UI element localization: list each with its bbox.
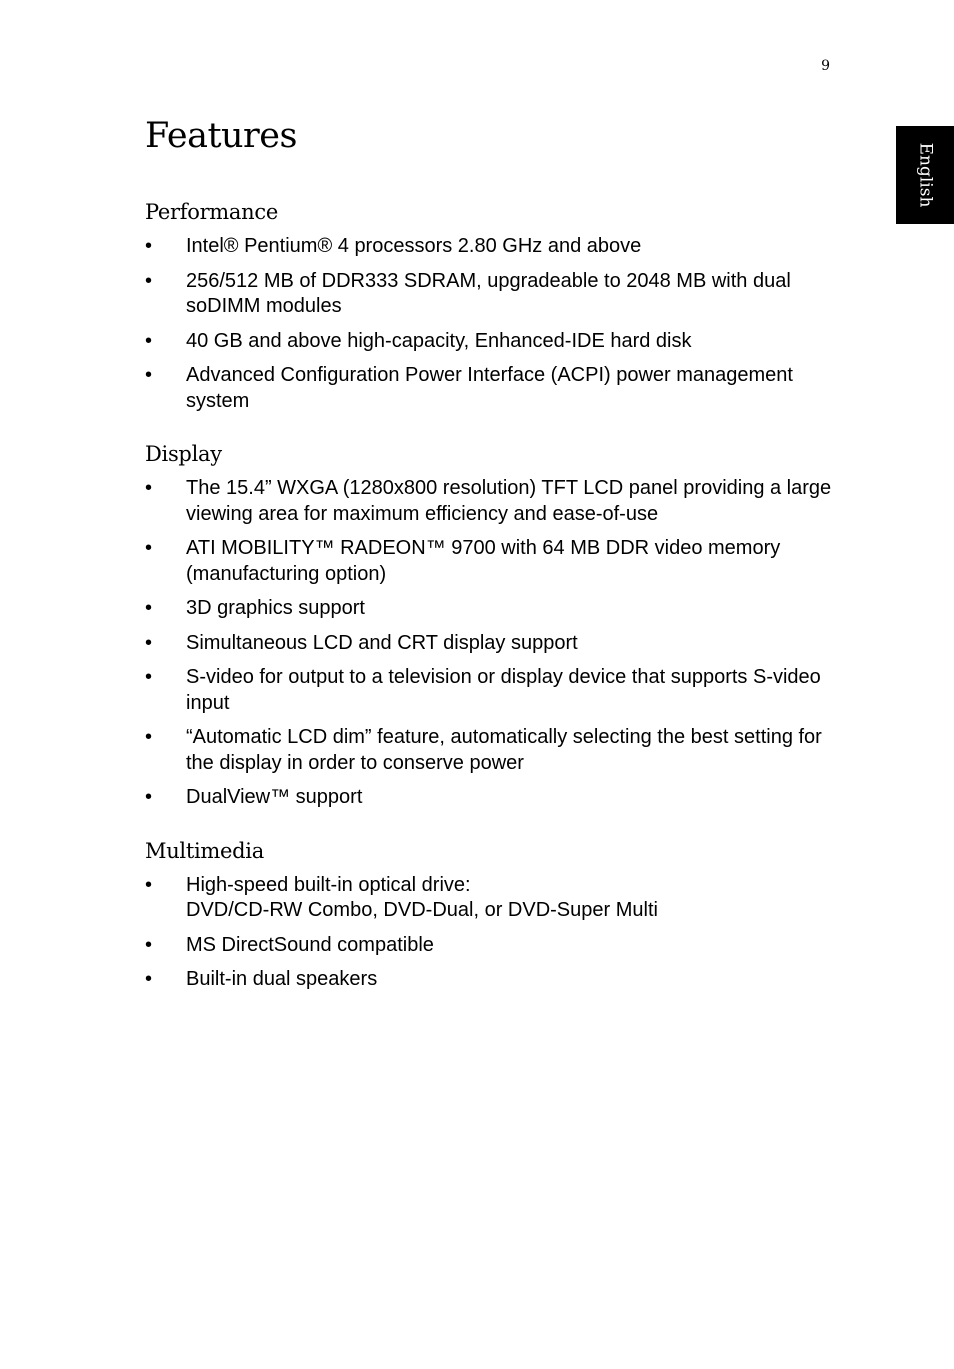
bullet-icon: • [145,968,153,990]
list-item-text: “Automatic LCD dim” feature, automatically selecting the best setting for the display in order to conserve power [186,726,822,774]
bullet-icon: • [145,269,153,292]
list-item [145,725,835,776]
bullet-icon: • [145,235,153,257]
list-item [145,785,835,811]
list-item [145,476,835,527]
list-item-text: Advanced Configuration Power Interface (ACPI) power management system [186,364,793,412]
list-item-text: High-speed built-in optical drive: [186,873,471,896]
list-item [145,933,835,959]
list-item-text: 40 GB and above high-capacity, Enhanced-IDE hard disk [186,329,692,352]
bullet-icon: • [145,933,153,956]
list-item [145,269,835,320]
bullet-icon: • [145,329,153,352]
list-item [145,967,835,993]
list-item-text: MS DirectSound compatible [186,933,434,956]
list-item-text: 256/512 MB of DDR333 SDRAM, upgradeable to 2048 MB with dual soDIMM modules [186,269,791,317]
list-item [145,329,835,355]
bullet-icon: • [145,477,153,499]
list-item-text: Built-in dual speakers [186,968,378,990]
page-title: Features [145,116,297,156]
bullet-icon: • [145,537,153,559]
page-number: 9 [821,58,830,74]
bullet-icon: • [145,666,153,688]
list-item [145,234,835,260]
list-item-text: Simultaneous LCD and CRT display support [186,631,578,654]
section-heading-performance: Performance [145,200,278,224]
multimedia-list [145,873,835,993]
list-item [145,536,835,587]
page-content [145,116,835,1021]
bullet-icon: • [145,786,153,808]
bullet-icon: • [145,597,153,619]
list-item [145,363,835,414]
list-item [145,873,835,924]
language-tab [896,126,954,224]
list-item-text: DualView™ support [186,786,363,808]
display-list [145,476,835,811]
bullet-icon: • [145,631,153,654]
bullet-icon: • [145,364,153,386]
list-item [145,665,835,716]
list-item-text: ATI MOBILITY™ RADEON™ 9700 with 64 MB DDR video memory (manufacturing option) [186,537,781,585]
list-item [145,596,835,622]
section-heading-multimedia: Multimedia [145,838,264,863]
bullet-icon: • [145,873,153,896]
list-item [145,631,835,657]
list-item-text: Intel® Pentium® 4 processors 2.80 GHz and above [186,235,642,257]
performance-list [145,234,835,414]
list-item-continuation: DVD/CD-RW Combo, DVD-Dual, or DVD-Super Multi [186,899,658,921]
section-heading-display: Display [145,442,222,466]
list-item-text: The 15.4” WXGA (1280x800 resolution) TFT LCD panel providing a large viewing area for maximum efficiency and ease-of-use [186,477,832,525]
list-item-text: S-video for output to a television or display device that supports S-video input [186,666,821,714]
list-item-text: 3D graphics support [186,597,365,619]
bullet-icon: • [145,726,153,748]
language-tab-label: English [915,142,936,208]
